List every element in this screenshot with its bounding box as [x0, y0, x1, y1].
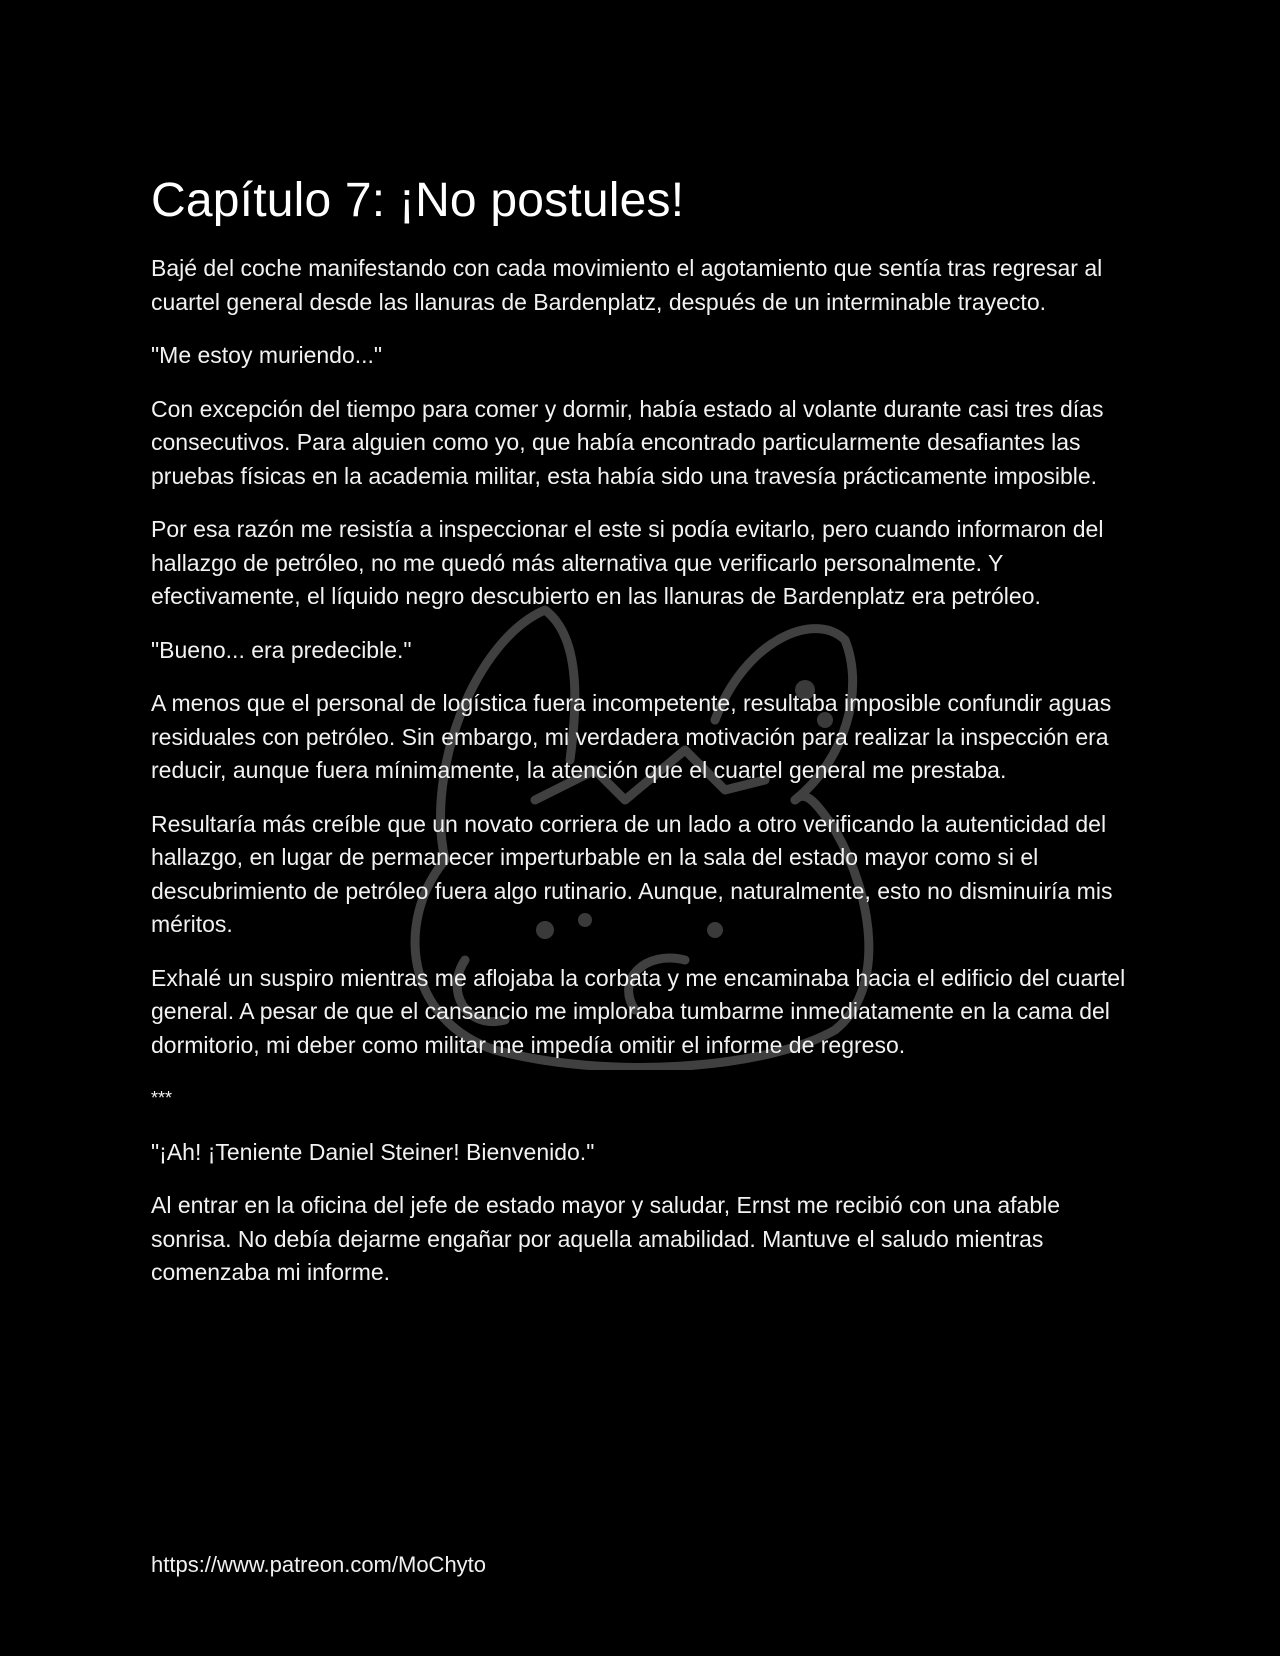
paragraph: Resultaría más creíble que un novato corriera de un lado a otro verificando la autenticidad del hallazgo, en lugar de permanecer imperturbable en la sala del estado mayor como si el descubrimiento de petróleo fuera algo rutinario. Aunque, naturalmente, esto no disminuiría mis méritos. [151, 810, 1113, 937]
document-page [151, 168, 1141, 1310]
paragraph: Exhalé un suspiro mientras me aflojaba la corbata y me encaminaba hacia el edificio del cuartel general. A pesar de que el cansancio me imploraba tumbarme inmediatamente en la cama del dormitorio, mi deber como militar me impedía omitir el informe de regreso. [151, 964, 1126, 1058]
scene-separator: *** [151, 1088, 173, 1108]
paragraph: Al entrar en la oficina del jefe de estado mayor y saludar, Ernst me recibió con una afable sonrisa. No debía dejarme engañar por aquella amabilidad. Mantuve el saludo mientras comenzaba mi informe. [151, 1192, 1061, 1285]
paragraph: Bajé del coche manifestando con cada movimiento el agotamiento que sentía tras regresar al cuartel general desde las llanuras de Bardenplatz, después de un interminable trayecto. [151, 255, 1103, 315]
paragraph: A menos que el personal de logística fuera incompetente, resultaba imposible confundir aguas residuales con petróleo. Sin embargo, mi verdadera motivación para realizar la inspección era reducir, aunque fuera mínimamente, la atención que el cuartel general me prestaba. [151, 690, 1112, 783]
patreon-link[interactable]: https://www.patreon.com/MoChyto [151, 1552, 487, 1577]
dialogue-line: "Me estoy muriendo..." [151, 342, 383, 368]
paragraph: Por esa razón me resistía a inspeccionar el este si podía evitarlo, pero cuando informaron del hallazgo de petróleo, no me quedó más alternativa que verificarlo personalmente. Y efectivamente, el líquido negro descubierto en las llanuras de Bardenplatz era petróleo. [151, 516, 1104, 609]
dialogue-line: "Bueno... era predecible." [151, 636, 412, 663]
dialogue-line: "¡Ah! ¡Teniente Daniel Steiner! Bienvenido." [151, 1138, 595, 1165]
paragraph: Con excepción del tiempo para comer y dormir, había estado al volante durante casi tres días consecutivos. Para alguien como yo, que había encontrado particularmente desafiantes las pruebas físicas en la academia militar, esta había sido una travesía prácticamente imposible. [151, 395, 1104, 489]
chapter-title: Capítulo 7: ¡No postules! [151, 174, 685, 227]
